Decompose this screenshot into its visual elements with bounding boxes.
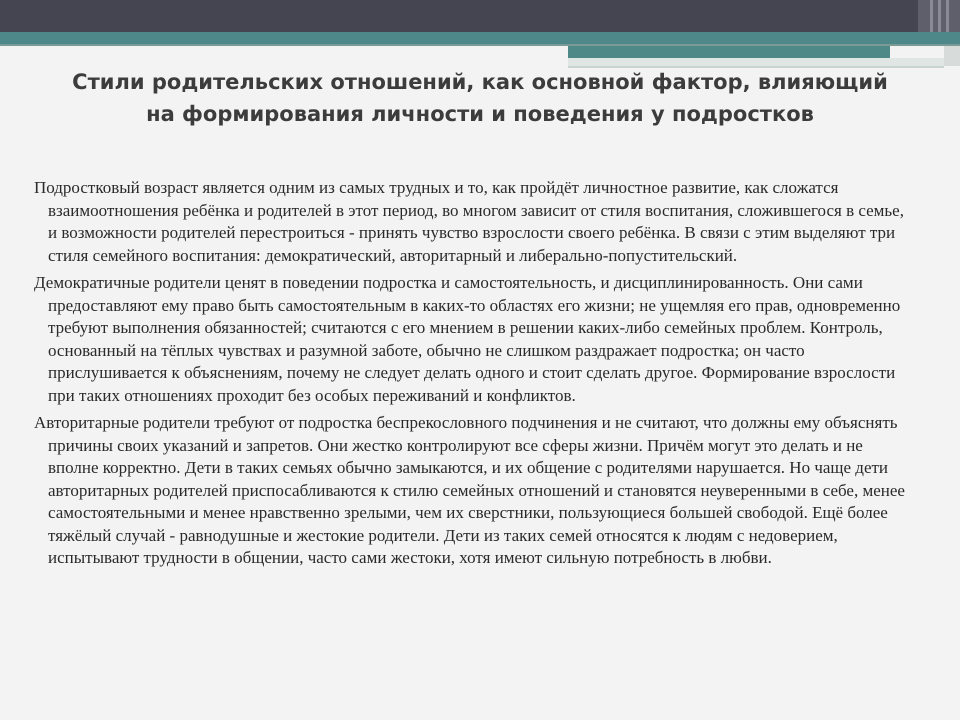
paragraph-democratic: Демократичные родители ценят в поведении подростка и самостоятельность, и дисциплинированность. Они сами предоставляют ему право быть самостоятельным в каких-то областях его жизни; не ущемляя его прав, одновременно требуют выполнения обязанностей; считаются с его мнением в решении каких-либо семейных проблем. Контроль, основанный на тёплых чувствах и разумной заботе, обычно не слишком раздражает подростка; он часто прислушивается к объяснениям, почему не следует делать одного и стоит сделать другое. Формирование взрослости при таких отношениях проходит без особых переживаний и конфликтов. <box>34 273 901 405</box>
slide-body <box>34 177 914 575</box>
header-edge-block <box>944 46 960 66</box>
paragraph-authoritarian: Авторитарные родители требуют от подростка беспрекословного подчинения и не считают, что должны ему объяснять причины своих указаний и запретов. Они жестко контролируют все сферы жизни. Причём могут это делать и не вполне корректно. Дети в таких семьях обычно замыкаются, и их общение с родителями нарушается. Но чаще дети авторитарных родителей приспосабливаются к стилю семейных отношений и становятся неуверенными в себе, менее самостоятельными и менее нравственно зрелыми, чем их сверстники, пользующиеся большей свободой. Ещё более тяжёлый случай - равнодушные и жестокие родители. Дети из таких семей относятся к людям с недоверием, испытывают трудности в общении, часто сами жестоки, хотя имеют сильную потребность в любви. <box>34 413 905 567</box>
header-teal-band <box>0 32 960 44</box>
slide-title: Стили родительских отношений, как основной фактор, влияющий на формирования личности и поведения у подростков <box>72 70 888 126</box>
header-dark-band <box>0 0 960 32</box>
paragraph-intro: Подростковый возраст является одним из самых трудных и то, как пройдёт личностное развитие, как сложатся взаимоотношения ребёнка и родителей в этот период, во многом зависит от стиля воспитания, сложившегося в семье, и возможности родителей перестроиться - принять чувство взрослости своего ребёнка. В связи с этим выделяют три стиля семейного воспитания: демократический, авторитарный и либерально-попустительский. <box>34 178 904 265</box>
header-accent-strip <box>568 46 890 58</box>
